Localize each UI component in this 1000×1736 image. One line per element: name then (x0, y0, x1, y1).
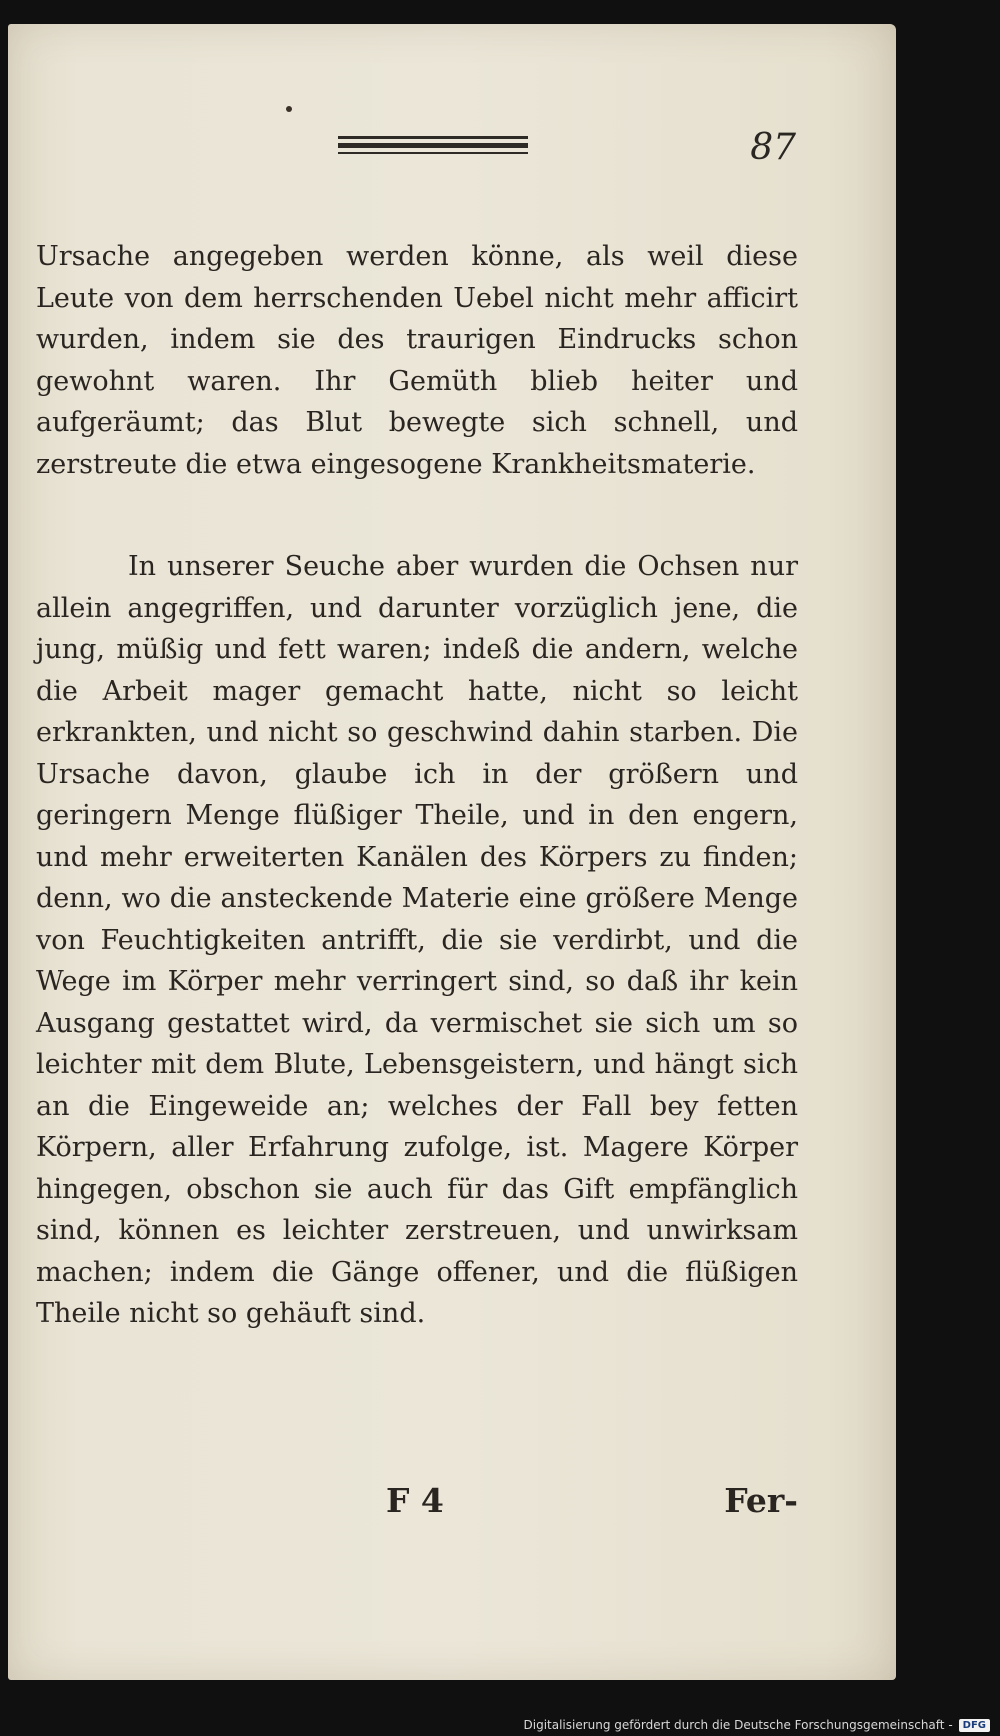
paragraph-2: In unserer Seuche aber wurden die Ochsen nur allein angegriffen, und darunter vorzüglich jene, die jung, müßig und fett waren; indeß die andern, welche die Arbeit mager gemacht hatte, nicht so leicht erkrankten, und nicht so geschwind dahin starben. Die Ursache davon, glaube ich in der größern und geringern Menge flüßiger Theile, und in den engern, und mehr erweiterten Kanälen des Körpers zu finden; denn, wo die ansteckende Materie eine größere Menge von Feuchtigkeiten antrifft, die sie verdirbt, und die Wege im Körper mehr verringert sind, so daß ihr kein Ausgang gestattet wird, da vermischet sie sich um so leichter mit dem Blute, Lebensgeistern, und hängt sich an die Eingeweide an; welches der Fall bey fetten Körpern, aller Erfahrung zufolge, ist. Magere Körper hingegen, obschon sie auch für das Gift empfänglich sind, können es leichter zerstreuen, und unwirksam machen; indem die Gänge offener, und die flüßigen Theile nicht so gehäuft sind. (36, 551, 798, 1329)
header-rule-thin (338, 152, 528, 154)
digitization-credit (524, 1718, 991, 1732)
header-rule-thick (338, 143, 528, 148)
dfg-logo: DFG (959, 1719, 990, 1732)
ink-dot (286, 106, 292, 112)
signature-mark: F 4 (386, 1481, 444, 1520)
header-rule (338, 136, 528, 139)
credit-text: Digitalisierung gefördert durch die Deutsche Forschungsgemeinschaft - (523, 1718, 953, 1732)
book-page (8, 24, 896, 1680)
paragraph-1: Ursache angegeben werden könne, als weil diese Leute von dem herrschenden Uebel nicht mehr afficirt wurden, indem sie des traurigen Eindrucks schon gewohnt waren. Ihr Gemüth blieb heiter und aufgeräumt; das Blut bewegte sich schnell, und zerstreute die etwa eingesogene Krankheitsmaterie. (36, 241, 798, 480)
page-number: 87 (750, 127, 796, 168)
catchword: Fer- (724, 1481, 798, 1520)
